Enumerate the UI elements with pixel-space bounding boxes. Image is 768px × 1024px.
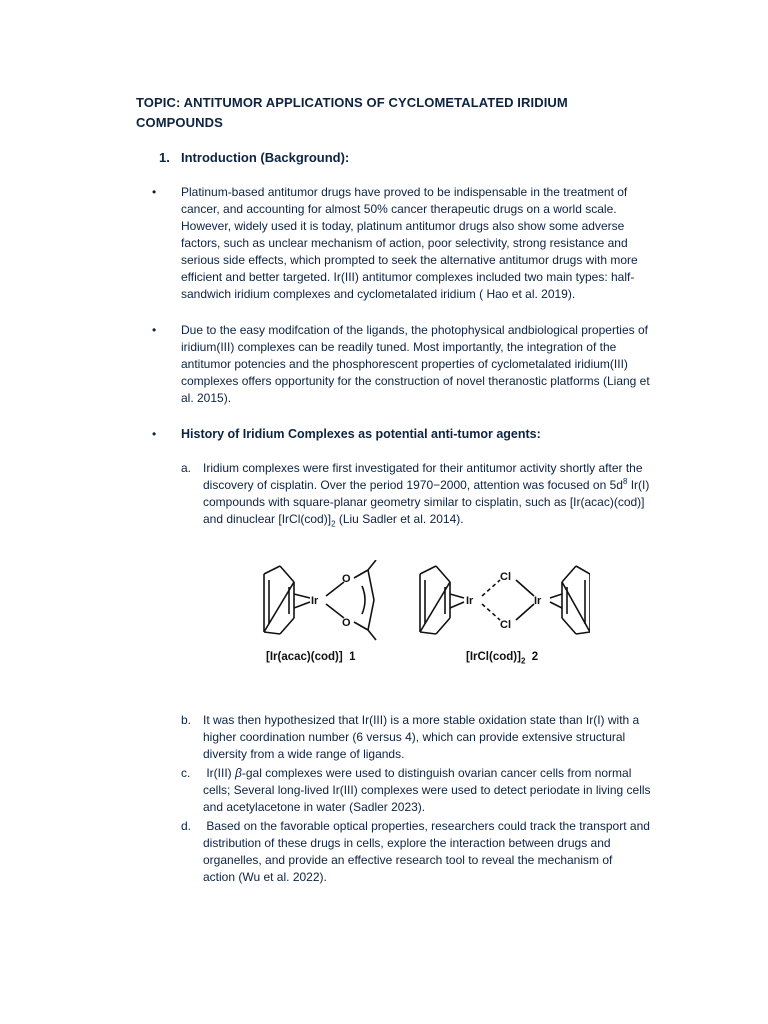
section-number: 1. (159, 150, 170, 165)
list-marker: a. (181, 461, 192, 475)
list-marker: b. (181, 713, 192, 727)
text-line: complexes offers opportunity for the construction of novel theranostic platforms (Liang et (181, 374, 650, 388)
text-line: factors, such as unclear mechanism of action, poor selectivity, strong resistance and (181, 236, 628, 250)
list-marker: c. (181, 766, 191, 780)
list-item-c (203, 765, 683, 816)
text-line: Based on the favorable optical properties, researchers could track the transport and (203, 819, 650, 833)
atom-label-o: O (342, 617, 351, 629)
bullet-marker: • (152, 323, 157, 337)
text-line: History of Iridium Complexes as potential anti-tumor agents: (181, 427, 541, 441)
figure-label-2: $[IrCl(cod)]_2$ 2 (466, 651, 539, 666)
text-line: and acetylacetone in water (Sadler 2023). (203, 800, 426, 814)
text-line: diversity from a wide range of ligands. (203, 747, 405, 761)
text-line: action (Wu et al. 2022). (203, 870, 327, 884)
page-title (136, 93, 656, 133)
text-line: sandwich iridium complexes and cyclometalated iridium ( Hao et al. 2019). (181, 287, 576, 301)
text-line: organelles, and provide an effective research tool to reveal the mechanism of (203, 853, 613, 867)
atom-label-ir: Ir (311, 595, 319, 607)
bullet-marker: • (152, 185, 157, 199)
atom-label-ir: Ir (534, 595, 542, 607)
cod-ring-icon (562, 566, 590, 634)
title-line-1: TOPIC: ANTITUMOR APPLICATIONS OF CYCLOMETALATED IRIDIUM (136, 95, 568, 110)
text-line: al. 2015). (181, 391, 232, 405)
atom-label-cl: Cl (500, 571, 511, 583)
text-line: and dinuclear $[IrCl(cod)]_2$ (Liu Sadler et al. 2014). (203, 512, 464, 529)
structure-drawing (250, 560, 590, 650)
text-line: compounds with square-planar geometry similar to cisplatin, such as [Ir(acac)(cod)] (203, 495, 645, 509)
text-line: Ir(III) β-gal complexes were used to distinguish ovarian cancer cells from normal (203, 766, 632, 780)
text-line: It was then hypothesized that Ir(III) is a more stable oxidation state than Ir(I) with a (203, 713, 640, 727)
text-line: serious side effects, which prompted to seek the alternative antitumor drugs with more (181, 253, 638, 267)
atom-label-o: O (342, 573, 351, 585)
paragraph-platinum-drugs (181, 184, 681, 303)
text-line: discovery of cisplatin. Over the period 1970−2000, attention was focused on $5d^8$ Ir(I) (203, 477, 650, 492)
figure-label-1: [Ir(acac)(cod)] 1 (266, 651, 356, 663)
text-line: However, widely used it is today, platinum antitumor drugs also show some adverse (181, 219, 625, 233)
title-line-2: COMPOUNDS (136, 115, 223, 130)
text-line: antitumor potencies and the phosphorescent properties of cyclometalated iridium(III) (181, 357, 628, 371)
text-line: cancer, and accounting for almost 50% cancer therapeutic drugs on a world scale. (181, 202, 617, 216)
text-line: Due to the easy modifcation of the ligands, the photophysical andbiological properties of (181, 323, 648, 337)
cod-ring-icon (420, 566, 450, 634)
list-marker: d. (181, 819, 192, 833)
text-line: higher coordination number (6 versus 4), which can provide extensive structural (203, 730, 626, 744)
paragraph-ligand-modification (181, 322, 681, 407)
cod-ring-icon (264, 566, 294, 634)
section-heading-introduction (159, 150, 349, 166)
text-line: Platinum-based antitumor drugs have proved to be indispensable in the treatment of (181, 185, 628, 199)
text-line: distribution of these drugs in cells, explore the interaction between drugs and (203, 836, 611, 850)
text-line: cells; Several long-lived Ir(III) complexes were used to detect periodate in living cells (203, 783, 651, 797)
chemical-structures-figure (250, 560, 590, 675)
text-line: Iridium complexes were first investigated for their antitumor activity shortly after the (203, 461, 643, 475)
atom-label-cl: Cl (500, 619, 511, 631)
text-line: efficient and better targeted. Ir(III) antitumor complexes included two main types: half- (181, 270, 635, 284)
list-item-b (203, 712, 683, 763)
subheading-history (181, 426, 681, 443)
list-item-d (203, 818, 683, 886)
text-line: iridium(III) complexes can be readily tuned. Most importantly, the integration of the (181, 340, 617, 354)
list-item-a (203, 460, 683, 528)
section-heading-text: Introduction (Background): (181, 150, 350, 165)
bullet-marker: • (152, 427, 157, 441)
atom-label-ir: Ir (466, 595, 474, 607)
